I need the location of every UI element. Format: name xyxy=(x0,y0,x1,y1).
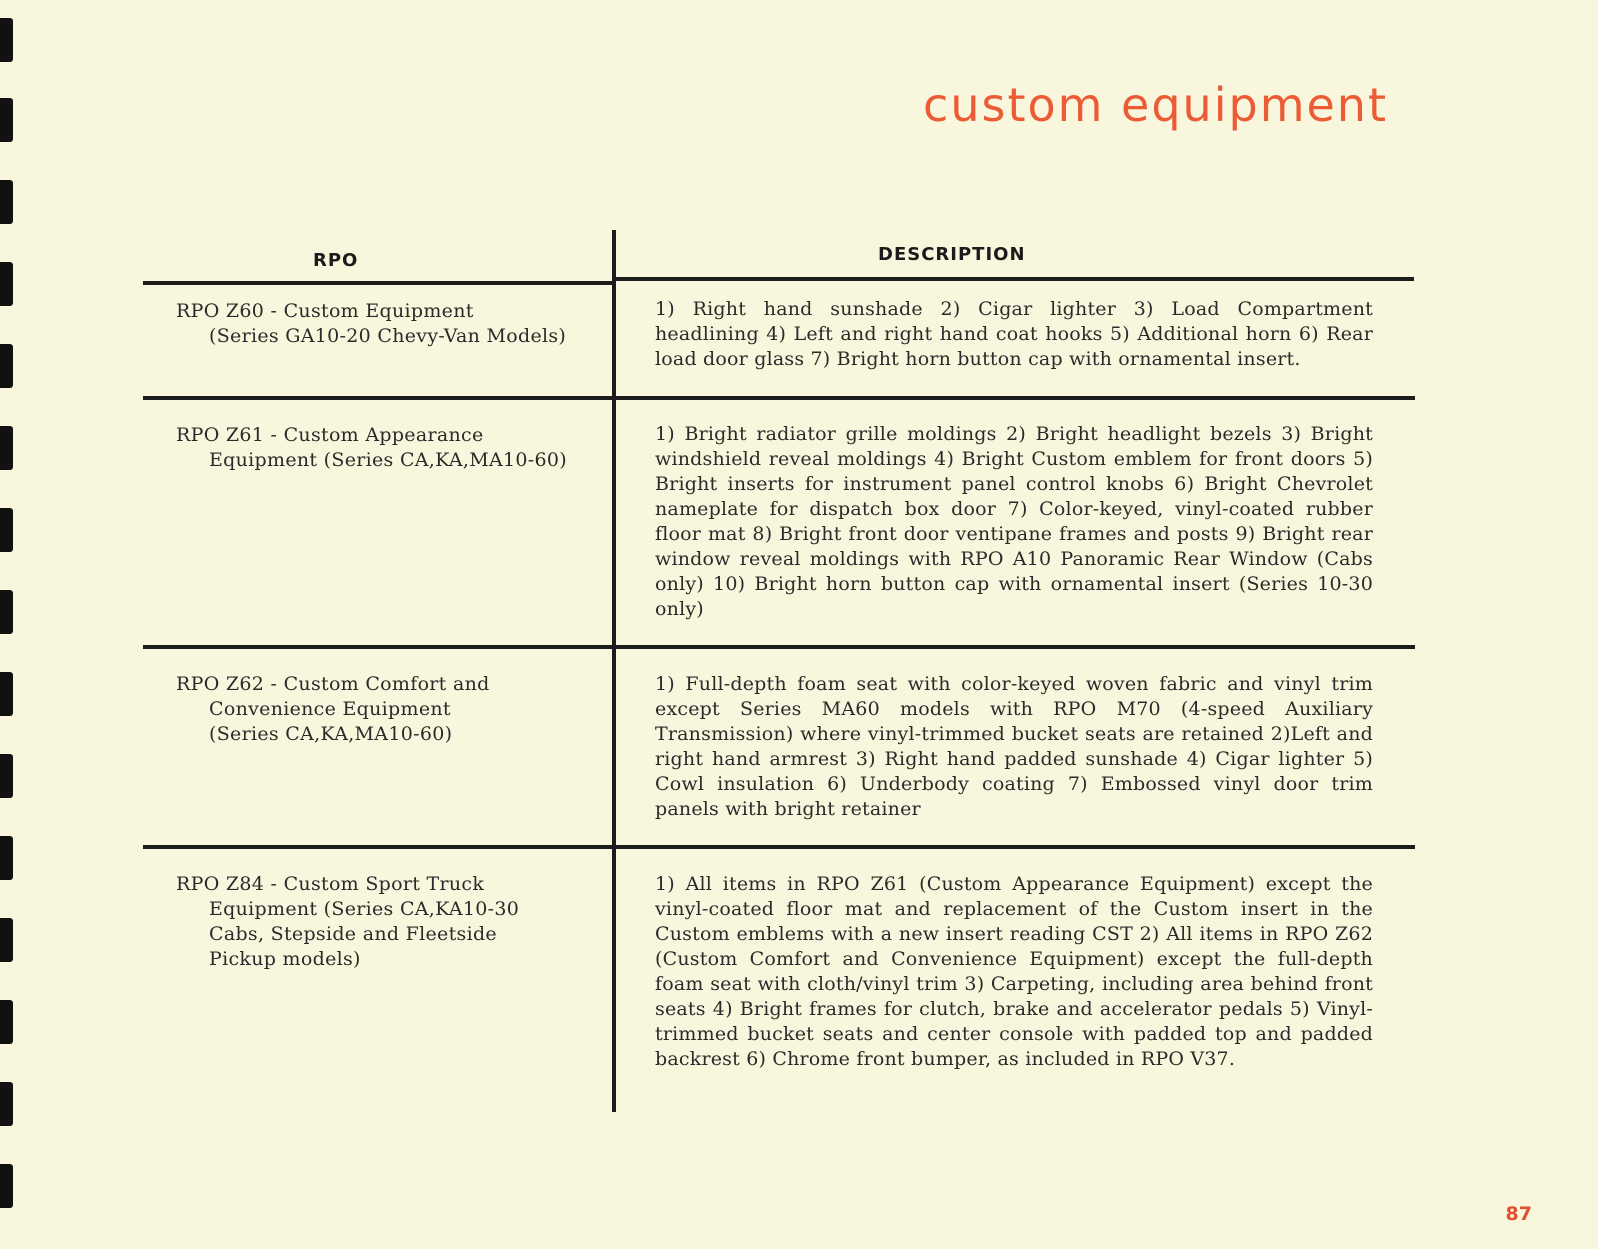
table-row-rpo xyxy=(176,672,596,747)
binding-hole xyxy=(0,344,13,388)
binding-strip xyxy=(0,0,14,1249)
binding-hole xyxy=(0,590,13,634)
rpo-code: RPO Z60 - Custom Equipment xyxy=(176,300,474,322)
row-divider xyxy=(143,396,1415,400)
binding-hole xyxy=(0,508,13,552)
table-row-description: 1) Bright radiator grille moldings 2) Bright headlight bezels 3) Bright windshield reveal moldings 4) Bright Custom emblem for front doors 5) Bright inserts for instrument panel control knobs 6) Bright Chevrolet nameplate for dispatch box door 7) Color-keyed, vinyl-coated rubber floor mat 8) Bright front door ventipane frames and posts 9) Bright rear window reveal moldings with RPO A10 Panoramic Rear Window (Cabs only) 10) Bright horn button cap with ornamental insert (Series 10-30 only) xyxy=(655,423,1373,620)
binding-hole xyxy=(0,1082,13,1126)
rpo-code: RPO Z61 - Custom Appearance xyxy=(176,424,484,446)
rpo-series: (Series GA10-20 Chevy-Van Models) xyxy=(209,325,567,347)
binding-hole xyxy=(0,426,13,470)
rpo-series: Equipment (Series CA,KA,MA10-60) xyxy=(209,449,567,471)
table-row-rpo xyxy=(176,299,596,349)
page-title: custom equipment xyxy=(923,78,1388,132)
binding-hole xyxy=(0,1000,13,1044)
binding-hole xyxy=(0,18,13,62)
rpo-code: RPO Z84 - Custom Sport Truck xyxy=(176,873,485,895)
table-row-description: 1) Right hand sunshade 2) Cigar lighter 3) Load Compartment headlining 4) Left and right hand coat hooks 5) Additional horn 6) Rear load door glass 7) Bright horn button cap with ornamental insert. xyxy=(655,298,1373,370)
table-row-description: 1) Full-depth foam seat with color-keyed woven fabric and vinyl trim except Series MA60 models with RPO M70 (4-speed Auxiliary Transmission) where vinyl-trimmed bucket seats are retained 2)Left and right hand armrest 3) Right hand padded sunshade 4) Cigar lighter 5) Cowl insulation 6) Underbody coating 7) Embossed vinyl door trim panels with bright retainer xyxy=(655,673,1373,820)
header-rpo: RPO xyxy=(313,250,359,271)
binding-hole xyxy=(0,836,13,880)
header-description: DESCRIPTION xyxy=(878,244,1026,265)
row-divider xyxy=(143,645,1415,649)
binding-hole xyxy=(0,918,13,962)
binding-hole xyxy=(0,754,13,798)
binding-hole xyxy=(0,672,13,716)
header-rule-left xyxy=(143,281,613,285)
table-row-rpo xyxy=(176,423,596,473)
column-divider xyxy=(612,230,616,1112)
binding-hole xyxy=(0,1164,13,1208)
table-row-rpo xyxy=(176,872,596,972)
rpo-series: Convenience Equipment (Series CA,KA,MA10-60) xyxy=(209,698,453,745)
binding-hole xyxy=(0,262,13,306)
header-rule-right xyxy=(612,277,1414,281)
binding-hole xyxy=(0,180,13,224)
rpo-series: Equipment (Series CA,KA10-30 Cabs, Stepside and Fleetside Pickup models) xyxy=(209,898,520,970)
binding-hole xyxy=(0,98,13,142)
rpo-code: RPO Z62 - Custom Comfort and xyxy=(176,673,490,695)
page-number: 87 xyxy=(1505,1203,1532,1225)
row-divider xyxy=(143,845,1415,849)
table-row-description: 1) All items in RPO Z61 (Custom Appearance Equipment) except the vinyl-coated floor mat and replacement of the Custom insert in the Custom emblems with a new insert reading CST 2) All items in RPO Z62 (Custom Comfort and Convenience Equipment) except the full-depth foam seat with cloth/vinyl trim 3) Carpeting, including area behind front seats 4) Bright frames for clutch, brake and accelerator pedals 5) Vinyl-trimmed bucket seats and center console with padded top and padded backrest 6) Chrome front bumper, as included in RPO V37. xyxy=(655,873,1373,1070)
